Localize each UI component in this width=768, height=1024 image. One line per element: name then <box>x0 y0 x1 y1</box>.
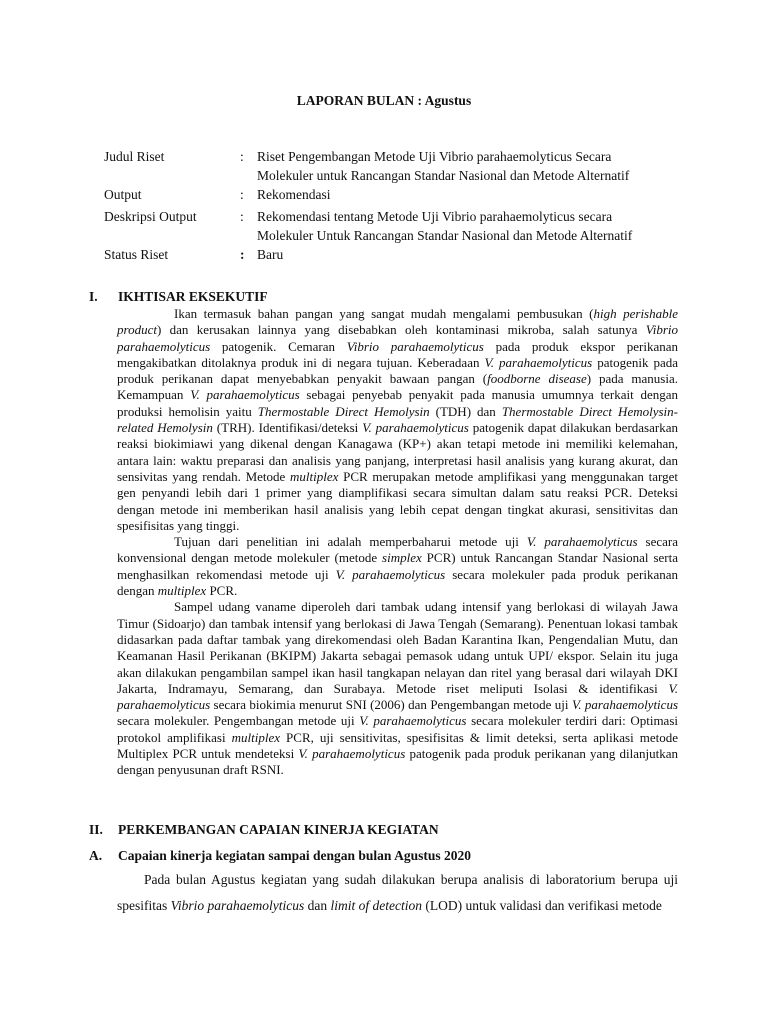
meta-colon: : <box>240 187 244 202</box>
meta-colon: : <box>240 247 245 262</box>
meta-label: Status Riset <box>104 247 169 262</box>
meta-value <box>257 185 657 204</box>
meta-value-line: Rekomendasi <box>257 187 331 202</box>
section-2-body <box>117 867 678 919</box>
subsection-title: Capaian kinerja kegiatan sampai dengan bulan Agustus 2020 <box>118 848 471 863</box>
paragraph: Tujuan dari penelitian ini adalah memperbaharui metode uji V. parahaemolyticus secara konvensional dengan metode molekuler (metode simplex PCR) untuk Rancangan Standar Nasional serta menghasilkan rekomendasi metode uji V. parahaemolyticus secara molekuler pada produk perikanan dengan multiplex PCR. <box>117 534 678 599</box>
meta-value <box>257 245 657 264</box>
section-title: IKHTISAR EKSEKUTIF <box>118 289 268 304</box>
subsection-number: A. <box>89 848 103 863</box>
meta-value-line: Baru <box>257 247 284 262</box>
meta-value <box>257 207 657 245</box>
meta-value-line: Rekomendasi tentang Metode Uji Vibrio parahaemolyticus secara <box>257 209 613 224</box>
section-1-body <box>117 306 678 779</box>
meta-label: Deskripsi Output <box>104 209 197 224</box>
report-title: LAPORAN BULAN : Agustus <box>296 93 472 108</box>
section-number: II. <box>89 822 103 837</box>
meta-value-line: Molekuler Untuk Rancangan Standar Nasional dan Metode Alternatif <box>257 228 633 243</box>
meta-value <box>257 147 657 185</box>
meta-label: Output <box>104 187 142 202</box>
paragraph: Pada bulan Agustus kegiatan yang sudah dilakukan berupa analisis di laboratorium berupa uji spesifitas Vibrio parahaemolyticus dan limit of detection (LOD) untuk validasi dan verifikasi metode <box>117 872 678 913</box>
paragraph: Sampel udang vaname diperoleh dari tambak udang intensif yang berlokasi di wilayah Jawa Timur (Sidoarjo) dan tambak intensif yang berlokasi di Jawa Tengah (Semarang). Penentuan lokasi tambak didasarkan pada daftar tambak yang direkomendasi oleh Badan Karantina Ikan, Pengendalian Mutu, dan Keamanan Hasil Perikanan (BKIPM) Jakarta sebagai pemasok udang untuk UPI/ ekspor. Selain itu juga akan dilakukan pengambilan sampel ikan hasil tangkapan nelayan dan ritel yang berasal dari wilayah DKI Jakarta, Indramayu, Semarang, dan Surabaya. Metode riset meliputi Isolasi & identifikasi V. parahaemolyticus secara biokimia menurut SNI (2006) dan Pengembangan metode uji V. parahaemolyticus secara molekuler. Pengembangan metode uji V. parahaemolyticus secara molekuler terdiri dari: Optimasi protokol amplifikasi multiplex PCR, uji sensitivitas, spesifisitas & limit deteksi, serta aplikasi metode Multiplex PCR untuk mendeteksi V. parahaemolyticus patogenik pada produk perikanan yang dilanjutkan dengan penyusunan draft RSNI. <box>117 599 679 778</box>
section-title: PERKEMBANGAN CAPAIAN KINERJA KEGIATAN <box>118 822 439 837</box>
meta-colon: : <box>240 149 244 164</box>
meta-value-line: Molekuler untuk Rancangan Standar Nasional dan Metode Alternatif <box>257 168 630 183</box>
meta-colon: : <box>240 209 244 224</box>
meta-label: Judul Riset <box>104 149 165 164</box>
paragraph: Ikan termasuk bahan pangan yang sangat mudah mengalami pembusukan (high perishable product) dan kerusakan lainnya yang disebabkan oleh kontaminasi mikroba, salah satunya Vibrio parahaemolyticus patogenik. Cemaran Vibrio parahaemolyticus pada produk ekspor perikanan mengakibatkan ditolaknya produk ini di negara tujuan. Keberadaan V. parahaemolyticus patogenik pada produk perikanan dapat menyebabkan penyakit bawaan pangan (foodborne disease) pada manusia. Kemampuan V. parahaemolyticus sebagai penyebab penyakit pada manusia umumnya terkait dengan produksi hemolisin yaitu Thermostable Direct Hemolysin (TDH) dan Thermostable Direct Hemolysin- related Hemolysin (TRH). Identifikasi/deteksi V. parahaemolyticus patogenik dapat dilakukan berdasarkan reaksi biokimiawi yang dikenal dengan Kanagawa (KP+) akan tetapi metode ini memiliki kelemahan, antara lain: waktu preparasi dan analisis yang panjang, interpretasi hasil analisis yang kurang akurat, dan sensivitas yang rendah. Metode multiplex PCR merupakan metode amplifikasi yang menggunakan target gen penyandi lebih dari 1 primer yang diamplifikasi secara simultan dalam satu reaksi PCR. Deteksi dengan metode ini memberikan hasil analisis yang lebih cepat dengan tingkat akurasi, sensitivitas dan spesifisitas yang tinggi. <box>117 306 679 533</box>
section-number: I. <box>89 289 98 304</box>
meta-value-line: Riset Pengembangan Metode Uji Vibrio parahaemolyticus Secara <box>257 149 612 164</box>
